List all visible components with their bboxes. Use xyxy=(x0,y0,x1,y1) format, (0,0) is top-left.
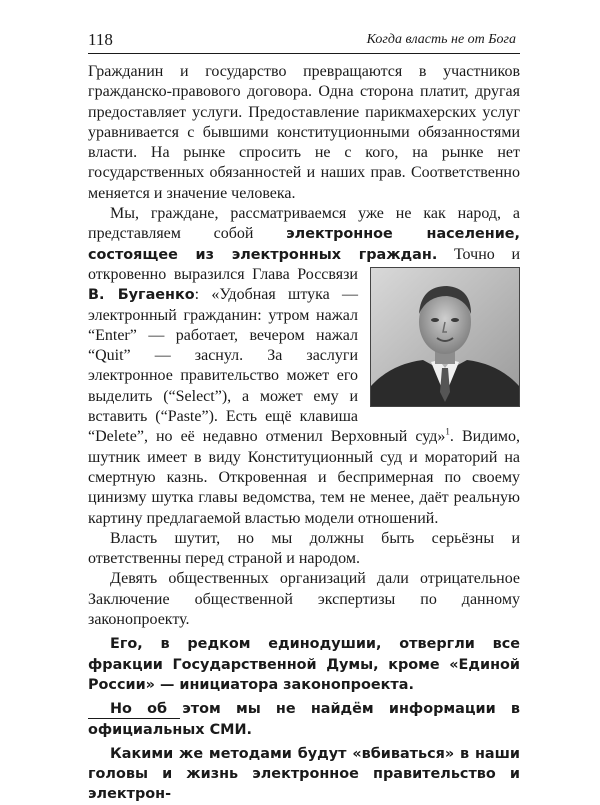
paragraph-4: Девять общественных организаций дали отрицательное Заключение общественной экспертизы по данному законопроекту. xyxy=(88,570,520,629)
portrait-photo xyxy=(370,267,520,407)
footnote-rule xyxy=(88,718,180,719)
paragraph-2-text-f: . Видимо, шутник имеет в виду Конституционный суд и мораторий на смертную казнь. Откровенная и беспримерная по своему цинизму шутка главы ведомства, тем не менее, даёт реальную картину предлагаемой властью модели отношений. xyxy=(88,428,521,527)
paragraph-2-text-a: Мы, граждане, рассматриваемся уже не как народ, а представляем собой xyxy=(88,205,520,243)
paragraph-1: Гражданин и государство превращаются в участников гражданско-правового договора. Одна сторона платит, другая предоставляет услуги. Предоставление парикмахерских услуг уравнивается с бывшими конституционными обязанностями власти. На рынке спросить не с кого, на рынке нет государственных обязанностей и наших прав. Соответственно меняется и значение человека. xyxy=(88,63,520,202)
running-title: Когда власть не от Бога xyxy=(366,32,516,47)
body-text xyxy=(88,62,520,805)
paragraph-3: Власть шутит, но мы должны быть серьёзны и ответственны перед страной и народом. xyxy=(88,529,520,568)
footnote-marker: 1 xyxy=(445,427,450,438)
portrait-image xyxy=(371,268,519,406)
paragraph-2-bold-name: В. Бугаенко xyxy=(88,287,195,304)
paragraph-5: Его, в редком единодушии, отвергли все фракции Государственной Думы, кроме «Единой России» — инициатора законопроекта. xyxy=(88,636,520,693)
paragraph-2-bold-phrase: электронное население, состоящее из электронных граждан. xyxy=(88,226,520,263)
paragraph-2-quote: : «Удобная штука — электронный гражданин: утром нажал “Enter” — работает, вечером нажал “Quit” — заснул. За заслуги электронное правительство может его выделить (“Select”), а может ему и вставить (“Paste”). Есть ещё клавиша “Delete”, но её недавно отменил Верховный суд» xyxy=(88,286,446,446)
paragraph-7: Какими же методами будут «вбиваться» в наши головы и жизнь электронное правительство и электрон- xyxy=(88,745,520,803)
paragraph-2-text-c: Точно и откровенно выразился Глава Россвязи xyxy=(88,245,521,283)
header-rule xyxy=(88,53,520,54)
paragraph-6: Но об этом мы не найдём информации в официальных СМИ. xyxy=(88,701,520,738)
paragraph-2 xyxy=(88,204,520,529)
page-number: 118 xyxy=(88,30,113,49)
page-header xyxy=(88,28,520,52)
